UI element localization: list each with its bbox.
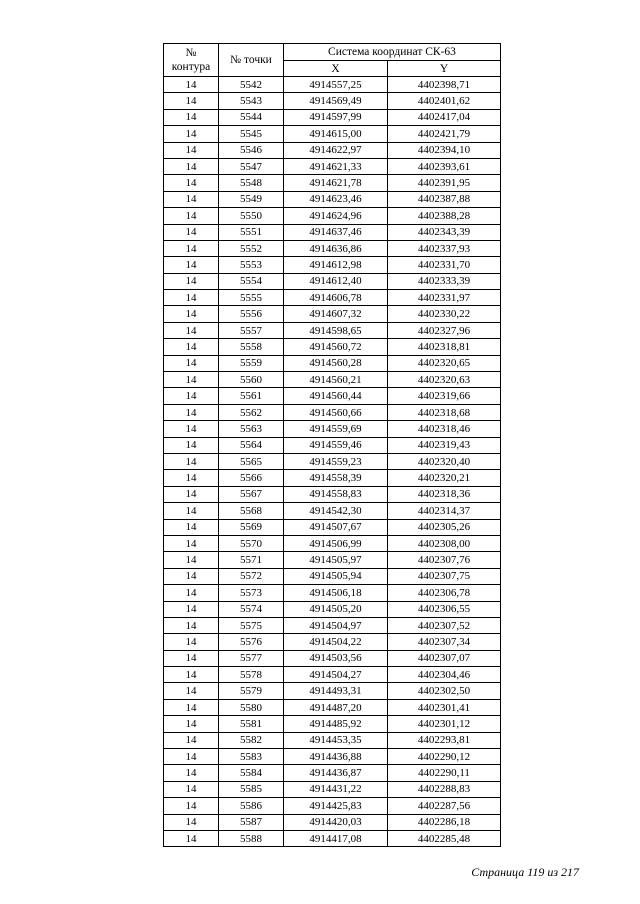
- cell-point: 5549: [219, 191, 284, 207]
- cell-contour: 14: [164, 732, 219, 748]
- cell-y: 4402305,26: [388, 519, 501, 535]
- cell-x: 4914623,46: [284, 191, 388, 207]
- cell-y: 4402285,48: [388, 830, 501, 846]
- cell-y: 4402391,95: [388, 175, 501, 191]
- table-row: [164, 388, 501, 404]
- table-row: [164, 667, 501, 683]
- cell-y: 4402287,56: [388, 798, 501, 814]
- cell-x: 4914621,33: [284, 158, 388, 174]
- cell-point: 5564: [219, 437, 284, 453]
- cell-point: 5580: [219, 699, 284, 715]
- table-row: [164, 93, 501, 109]
- cell-x: 4914558,39: [284, 470, 388, 486]
- cell-x: 4914504,22: [284, 634, 388, 650]
- cell-point: 5550: [219, 208, 284, 224]
- table-row: [164, 552, 501, 568]
- table-row: [164, 486, 501, 502]
- cell-x: 4914569,49: [284, 93, 388, 109]
- cell-x: 4914612,40: [284, 273, 388, 289]
- cell-point: 5572: [219, 568, 284, 584]
- table-body: [164, 77, 501, 847]
- cell-x: 4914559,69: [284, 421, 388, 437]
- cell-y: 4402290,12: [388, 749, 501, 765]
- cell-contour: 14: [164, 535, 219, 551]
- cell-y: 4402288,83: [388, 781, 501, 797]
- cell-x: 4914493,31: [284, 683, 388, 699]
- table-row: [164, 437, 501, 453]
- cell-y: 4402320,40: [388, 453, 501, 469]
- cell-y: 4402301,12: [388, 716, 501, 732]
- header-y: Y: [388, 61, 501, 77]
- cell-contour: 14: [164, 781, 219, 797]
- table-row: [164, 322, 501, 338]
- cell-point: 5568: [219, 503, 284, 519]
- cell-point: 5582: [219, 732, 284, 748]
- table-row: [164, 650, 501, 666]
- cell-y: 4402333,39: [388, 273, 501, 289]
- cell-y: 4402394,10: [388, 142, 501, 158]
- cell-contour: 14: [164, 667, 219, 683]
- cell-contour: 14: [164, 650, 219, 666]
- table-row: [164, 699, 501, 715]
- cell-y: 4402320,65: [388, 355, 501, 371]
- table-row: [164, 535, 501, 551]
- cell-y: 4402401,62: [388, 93, 501, 109]
- cell-contour: 14: [164, 421, 219, 437]
- cell-contour: 14: [164, 273, 219, 289]
- cell-y: 4402327,96: [388, 322, 501, 338]
- cell-point: 5566: [219, 470, 284, 486]
- table-row: [164, 273, 501, 289]
- table-row: [164, 175, 501, 191]
- cell-x: 4914559,46: [284, 437, 388, 453]
- cell-point: 5561: [219, 388, 284, 404]
- cell-x: 4914624,96: [284, 208, 388, 224]
- cell-point: 5552: [219, 240, 284, 256]
- cell-y: 4402337,93: [388, 240, 501, 256]
- cell-y: 4402286,18: [388, 814, 501, 830]
- cell-x: 4914485,92: [284, 716, 388, 732]
- table-row: [164, 355, 501, 371]
- cell-point: 5547: [219, 158, 284, 174]
- cell-y: 4402314,37: [388, 503, 501, 519]
- table-row: [164, 503, 501, 519]
- cell-contour: 14: [164, 175, 219, 191]
- cell-contour: 14: [164, 126, 219, 142]
- cell-contour: 14: [164, 585, 219, 601]
- table-row: [164, 634, 501, 650]
- cell-x: 4914621,78: [284, 175, 388, 191]
- table-row: [164, 732, 501, 748]
- table-row: [164, 781, 501, 797]
- table-row: [164, 372, 501, 388]
- table-row: [164, 683, 501, 699]
- cell-x: 4914622,97: [284, 142, 388, 158]
- cell-x: 4914557,25: [284, 77, 388, 93]
- cell-y: 4402421,79: [388, 126, 501, 142]
- cell-contour: 14: [164, 699, 219, 715]
- cell-y: 4402290,11: [388, 765, 501, 781]
- cell-y: 4402388,28: [388, 208, 501, 224]
- cell-contour: 14: [164, 322, 219, 338]
- cell-point: 5563: [219, 421, 284, 437]
- cell-contour: 14: [164, 437, 219, 453]
- table-row: [164, 798, 501, 814]
- cell-x: 4914612,98: [284, 257, 388, 273]
- cell-y: 4402319,66: [388, 388, 501, 404]
- cell-contour: 14: [164, 158, 219, 174]
- table-row: [164, 716, 501, 732]
- cell-point: 5576: [219, 634, 284, 650]
- cell-contour: 14: [164, 257, 219, 273]
- cell-y: 4402301,41: [388, 699, 501, 715]
- cell-point: 5567: [219, 486, 284, 502]
- cell-contour: 14: [164, 683, 219, 699]
- cell-y: 4402417,04: [388, 109, 501, 125]
- cell-point: 5573: [219, 585, 284, 601]
- table-row: [164, 453, 501, 469]
- cell-x: 4914636,86: [284, 240, 388, 256]
- coordinates-table: [163, 43, 501, 847]
- cell-contour: 14: [164, 453, 219, 469]
- header-contour-no: [164, 44, 219, 77]
- table-row: [164, 306, 501, 322]
- cell-contour: 14: [164, 519, 219, 535]
- cell-x: 4914615,00: [284, 126, 388, 142]
- cell-x: 4914436,87: [284, 765, 388, 781]
- table-row: [164, 404, 501, 420]
- cell-point: 5562: [219, 404, 284, 420]
- cell-x: 4914597,99: [284, 109, 388, 125]
- table-row: [164, 126, 501, 142]
- cell-x: 4914504,27: [284, 667, 388, 683]
- cell-x: 4914505,20: [284, 601, 388, 617]
- cell-y: 4402307,76: [388, 552, 501, 568]
- cell-contour: 14: [164, 830, 219, 846]
- cell-contour: 14: [164, 77, 219, 93]
- cell-x: 4914507,67: [284, 519, 388, 535]
- cell-point: 5554: [219, 273, 284, 289]
- header-x: X: [284, 61, 388, 77]
- cell-point: 5548: [219, 175, 284, 191]
- table-row: [164, 191, 501, 207]
- cell-y: 4402318,46: [388, 421, 501, 437]
- cell-y: 4402302,50: [388, 683, 501, 699]
- cell-point: 5543: [219, 93, 284, 109]
- cell-point: 5546: [219, 142, 284, 158]
- cell-x: 4914560,66: [284, 404, 388, 420]
- table-row: [164, 208, 501, 224]
- cell-point: 5545: [219, 126, 284, 142]
- cell-point: 5586: [219, 798, 284, 814]
- cell-x: 4914436,88: [284, 749, 388, 765]
- cell-contour: 14: [164, 814, 219, 830]
- table-row: [164, 617, 501, 633]
- cell-point: 5577: [219, 650, 284, 666]
- cell-contour: 14: [164, 339, 219, 355]
- cell-x: 4914504,97: [284, 617, 388, 633]
- table-row: [164, 77, 501, 93]
- cell-point: 5581: [219, 716, 284, 732]
- cell-point: 5555: [219, 290, 284, 306]
- cell-y: 4402318,68: [388, 404, 501, 420]
- table-row: [164, 158, 501, 174]
- cell-contour: 14: [164, 191, 219, 207]
- table-row: [164, 585, 501, 601]
- cell-contour: 14: [164, 404, 219, 420]
- cell-y: 4402304,46: [388, 667, 501, 683]
- cell-x: 4914487,20: [284, 699, 388, 715]
- table-row: [164, 290, 501, 306]
- cell-point: 5587: [219, 814, 284, 830]
- cell-contour: 14: [164, 224, 219, 240]
- cell-point: 5578: [219, 667, 284, 683]
- cell-point: 5559: [219, 355, 284, 371]
- cell-point: 5551: [219, 224, 284, 240]
- cell-x: 4914453,35: [284, 732, 388, 748]
- cell-y: 4402318,81: [388, 339, 501, 355]
- cell-x: 4914606,78: [284, 290, 388, 306]
- cell-x: 4914425,83: [284, 798, 388, 814]
- cell-y: 4402293,81: [388, 732, 501, 748]
- cell-contour: 14: [164, 93, 219, 109]
- cell-contour: 14: [164, 601, 219, 617]
- cell-contour: 14: [164, 716, 219, 732]
- cell-contour: 14: [164, 617, 219, 633]
- header-contour-no-line1: №: [185, 47, 197, 59]
- cell-contour: 14: [164, 355, 219, 371]
- cell-point: 5542: [219, 77, 284, 93]
- cell-point: 5565: [219, 453, 284, 469]
- cell-point: 5553: [219, 257, 284, 273]
- cell-x: 4914607,32: [284, 306, 388, 322]
- cell-point: 5584: [219, 765, 284, 781]
- cell-x: 4914506,18: [284, 585, 388, 601]
- header-coordinate-system: Система координат СК-63: [284, 44, 501, 61]
- cell-x: 4914598,65: [284, 322, 388, 338]
- header-point-no: № точки: [219, 44, 284, 77]
- cell-contour: 14: [164, 372, 219, 388]
- cell-y: 4402387,88: [388, 191, 501, 207]
- table-row: [164, 339, 501, 355]
- cell-y: 4402331,70: [388, 257, 501, 273]
- cell-contour: 14: [164, 306, 219, 322]
- header-contour-no-line2: контура: [171, 61, 211, 73]
- cell-contour: 14: [164, 388, 219, 404]
- cell-point: 5556: [219, 306, 284, 322]
- table-row: [164, 519, 501, 535]
- page-number: Страница 119 из 217: [471, 865, 579, 879]
- table-row: [164, 109, 501, 125]
- table-row: [164, 224, 501, 240]
- table-row: [164, 470, 501, 486]
- cell-y: 4402307,75: [388, 568, 501, 584]
- cell-contour: 14: [164, 765, 219, 781]
- cell-x: 4914560,21: [284, 372, 388, 388]
- cell-y: 4402320,21: [388, 470, 501, 486]
- cell-point: 5579: [219, 683, 284, 699]
- cell-y: 4402307,07: [388, 650, 501, 666]
- cell-contour: 14: [164, 208, 219, 224]
- cell-x: 4914420,03: [284, 814, 388, 830]
- table-row: [164, 749, 501, 765]
- table-row: [164, 142, 501, 158]
- cell-contour: 14: [164, 109, 219, 125]
- cell-y: 4402319,43: [388, 437, 501, 453]
- cell-y: 4402330,22: [388, 306, 501, 322]
- table-row: [164, 240, 501, 256]
- cell-point: 5557: [219, 322, 284, 338]
- cell-point: 5575: [219, 617, 284, 633]
- cell-y: 4402307,52: [388, 617, 501, 633]
- cell-point: 5574: [219, 601, 284, 617]
- cell-contour: 14: [164, 798, 219, 814]
- cell-point: 5588: [219, 830, 284, 846]
- cell-y: 4402320,63: [388, 372, 501, 388]
- cell-contour: 14: [164, 552, 219, 568]
- cell-y: 4402306,55: [388, 601, 501, 617]
- cell-contour: 14: [164, 568, 219, 584]
- cell-contour: 14: [164, 749, 219, 765]
- cell-point: 5571: [219, 552, 284, 568]
- cell-x: 4914558,83: [284, 486, 388, 502]
- cell-contour: 14: [164, 142, 219, 158]
- cell-x: 4914505,97: [284, 552, 388, 568]
- cell-x: 4914637,46: [284, 224, 388, 240]
- cell-x: 4914559,23: [284, 453, 388, 469]
- cell-y: 4402343,39: [388, 224, 501, 240]
- table-row: [164, 568, 501, 584]
- cell-point: 5585: [219, 781, 284, 797]
- cell-y: 4402308,00: [388, 535, 501, 551]
- table-header: [164, 44, 501, 77]
- cell-contour: 14: [164, 470, 219, 486]
- cell-point: 5544: [219, 109, 284, 125]
- cell-contour: 14: [164, 503, 219, 519]
- cell-x: 4914542,30: [284, 503, 388, 519]
- cell-x: 4914431,22: [284, 781, 388, 797]
- cell-x: 4914560,72: [284, 339, 388, 355]
- cell-contour: 14: [164, 290, 219, 306]
- table-row: [164, 830, 501, 846]
- cell-x: 4914506,99: [284, 535, 388, 551]
- cell-x: 4914503,56: [284, 650, 388, 666]
- cell-y: 4402331,97: [388, 290, 501, 306]
- cell-point: 5570: [219, 535, 284, 551]
- cell-point: 5558: [219, 339, 284, 355]
- cell-contour: 14: [164, 634, 219, 650]
- table-row: [164, 765, 501, 781]
- cell-x: 4914505,94: [284, 568, 388, 584]
- cell-y: 4402318,36: [388, 486, 501, 502]
- cell-y: 4402398,71: [388, 77, 501, 93]
- cell-contour: 14: [164, 240, 219, 256]
- table-row: [164, 601, 501, 617]
- cell-y: 4402307,34: [388, 634, 501, 650]
- cell-contour: 14: [164, 486, 219, 502]
- cell-point: 5583: [219, 749, 284, 765]
- cell-x: 4914417,08: [284, 830, 388, 846]
- table-row: [164, 814, 501, 830]
- cell-y: 4402393,61: [388, 158, 501, 174]
- table-row: [164, 257, 501, 273]
- table-row: [164, 421, 501, 437]
- cell-point: 5569: [219, 519, 284, 535]
- cell-x: 4914560,44: [284, 388, 388, 404]
- cell-y: 4402306,78: [388, 585, 501, 601]
- cell-x: 4914560,28: [284, 355, 388, 371]
- cell-point: 5560: [219, 372, 284, 388]
